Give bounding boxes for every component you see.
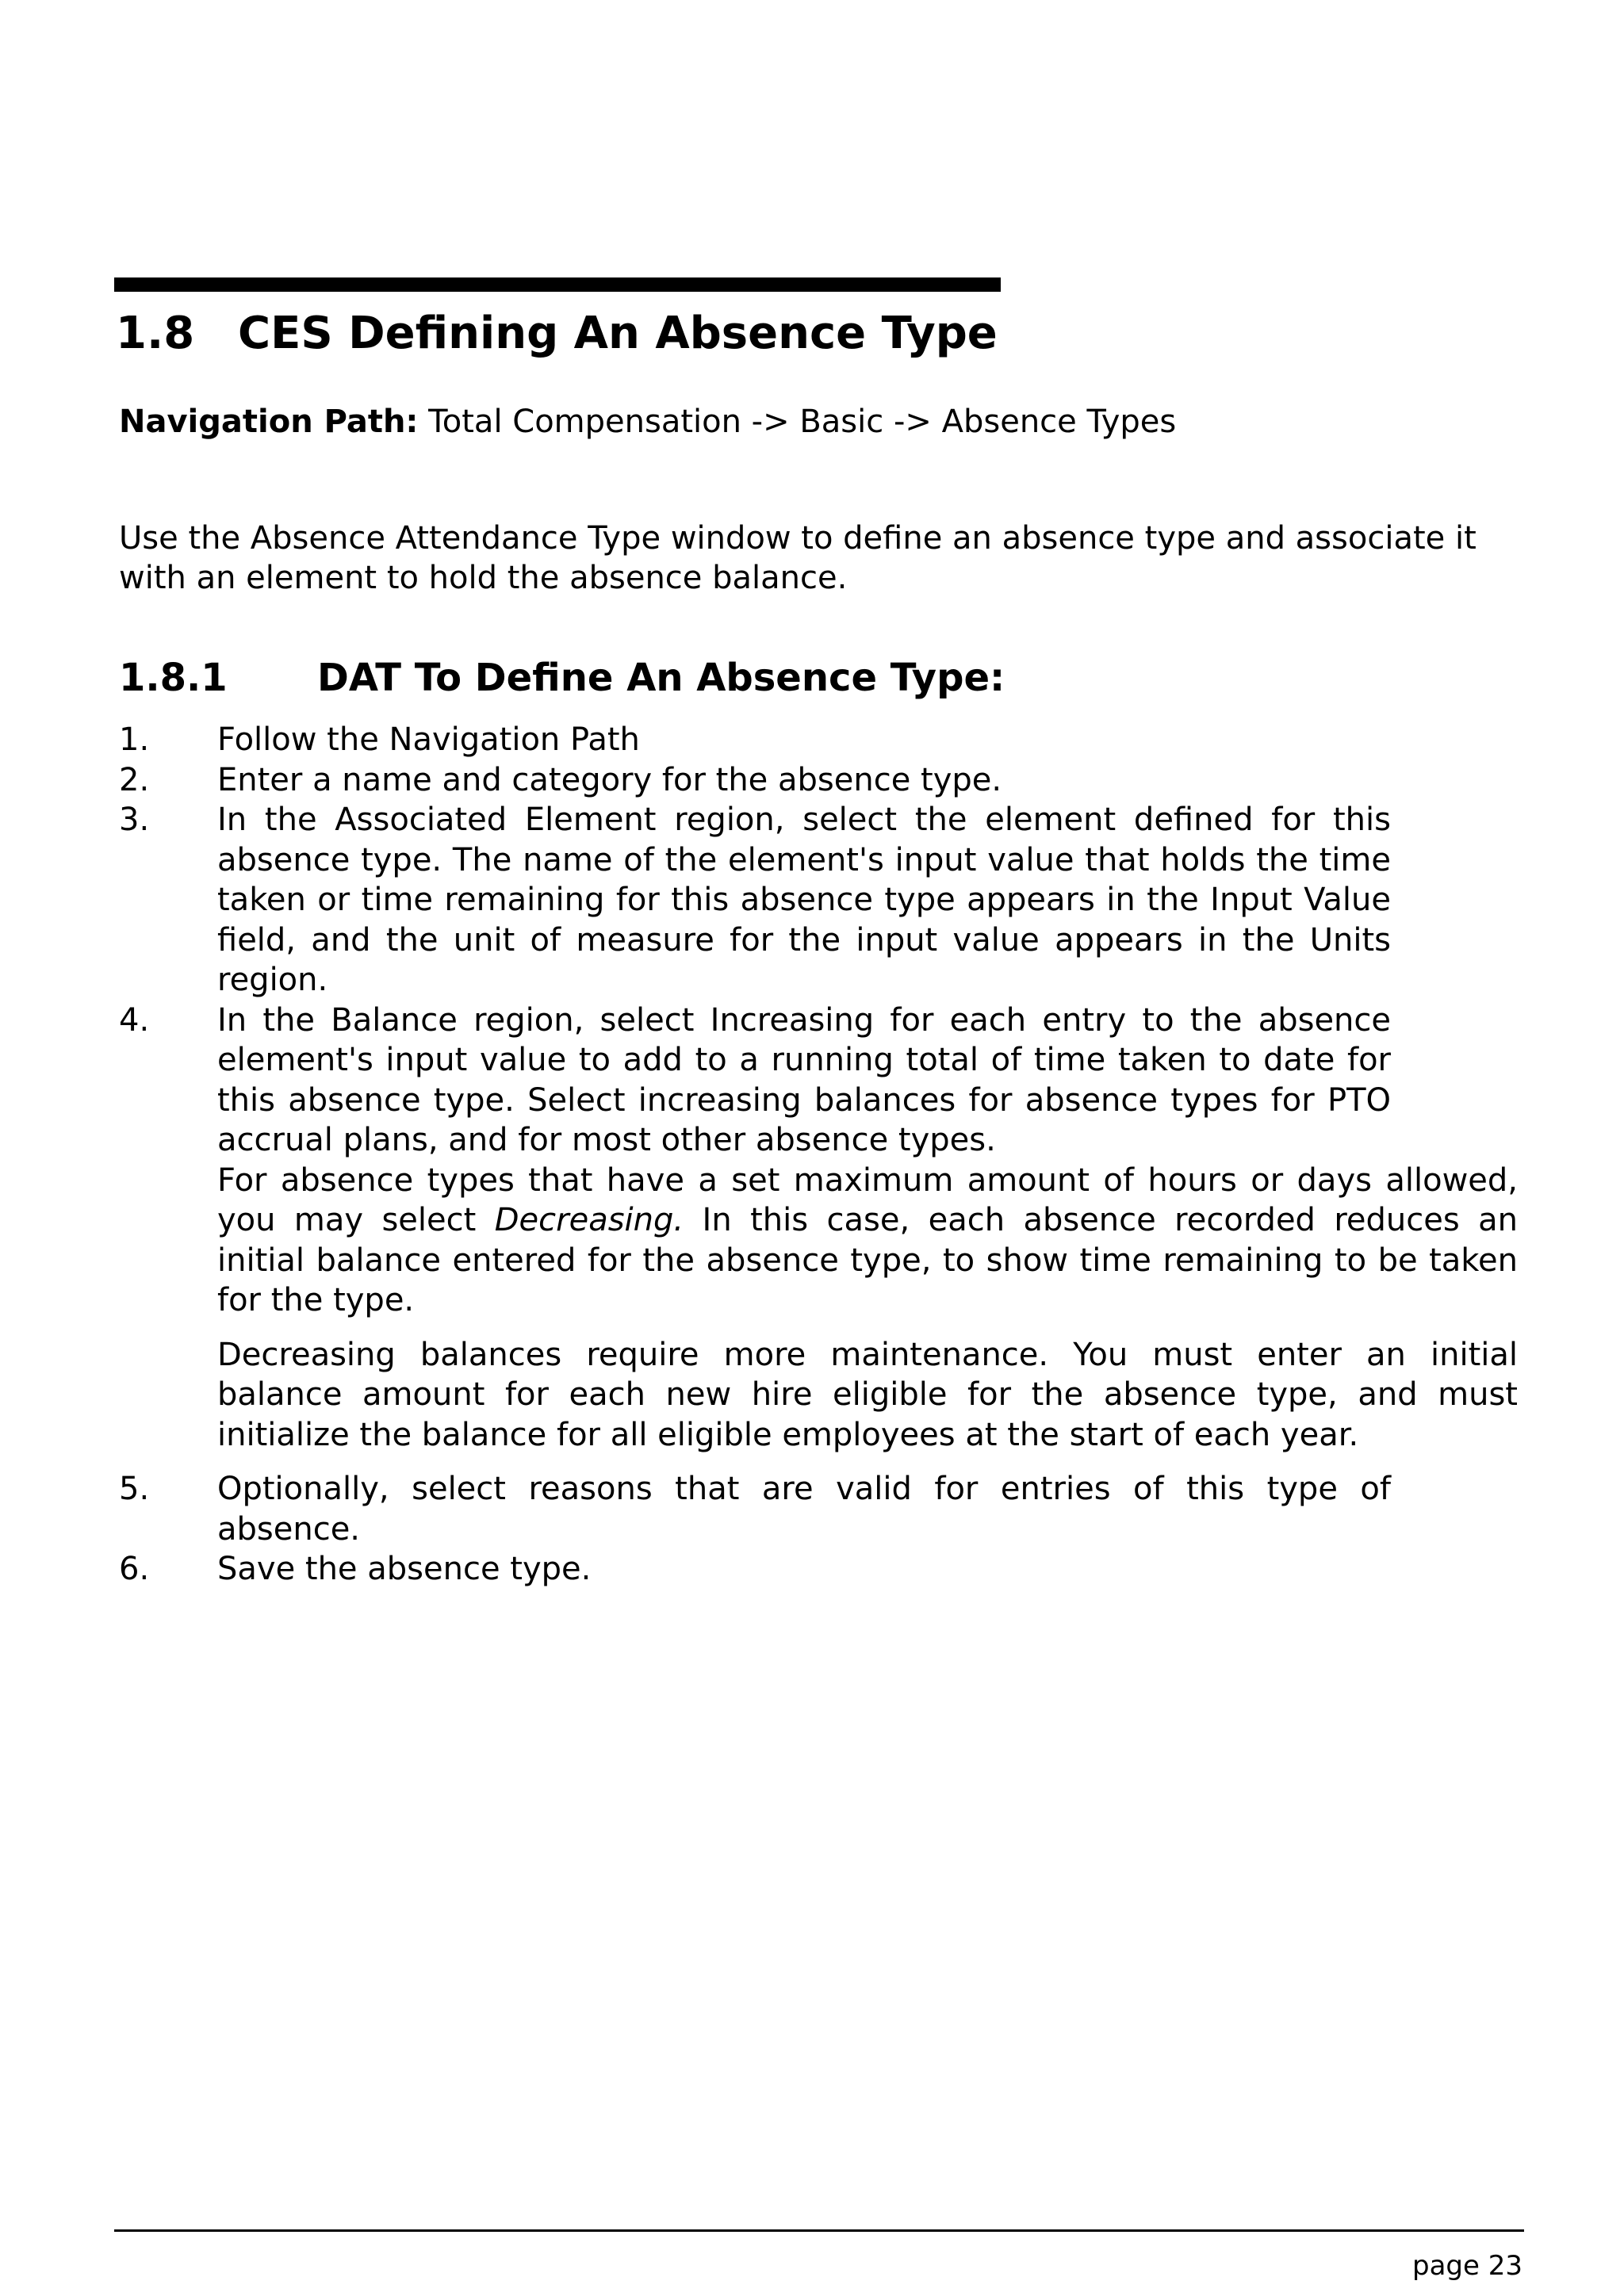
step-paragraph xyxy=(217,1161,1518,1321)
navigation-path xyxy=(119,401,1176,442)
section-number: 1.8 xyxy=(116,308,195,359)
step-paragraph-text: For absence types that have a set maximum amount of hours or days allowed, you may select xyxy=(217,1161,1518,1238)
navigation-path-value: Total Compensation -> Basic -> Absence Types xyxy=(418,404,1177,440)
list-item xyxy=(119,1469,1516,1549)
intro-paragraph: Use the Absence Attendance Type window to define an absence type and associate it with an element to hold the absence balance. xyxy=(119,520,1477,596)
subsection-title-text: DAT To Define An Absence Type: xyxy=(317,656,1005,700)
section-top-rule xyxy=(114,277,1001,292)
subsection-number: 1.8.1 xyxy=(119,656,228,700)
section-title xyxy=(116,306,998,362)
step-paragraph-text: In this case, each absence recorded reduces an initial balance entered for the absence type, to show time remaining to be taken for the type. xyxy=(217,1202,1518,1318)
footer-rule xyxy=(114,2229,1524,2232)
step-number: 5. xyxy=(119,1471,150,1507)
step-text: Optionally, select reasons that are valid for entries of this type of absence. xyxy=(217,1471,1391,1548)
step-number: 1. xyxy=(119,721,150,758)
section-title-text: CES Defining An Absence Type xyxy=(238,308,998,359)
step-text: Follow the Navigation Path xyxy=(217,721,640,758)
list-item xyxy=(119,760,1516,801)
step-text: Save the absence type. xyxy=(217,1551,592,1587)
list-item xyxy=(119,800,1516,1001)
list-item xyxy=(119,1001,1516,1456)
emphasis-decreasing: Decreasing. xyxy=(494,1202,684,1238)
step-number: 4. xyxy=(119,1001,150,1039)
navigation-path-label: Navigation Path: xyxy=(119,404,419,440)
steps-list xyxy=(119,720,1516,1590)
list-item xyxy=(119,720,1516,760)
step-number: 2. xyxy=(119,761,150,798)
step-paragraph: Decreasing balances require more maintenance. You must enter an initial balance amount for each new hire eligible for the absence type, and must initialize the balance for all eligible employees at the start of each year. xyxy=(217,1336,1518,1453)
step-text: In the Balance region, select Increasing for each entry to the absence element's input value to add to a running total of time taken to date for this absence type. Select increasing balances for absence types for PTO accrual plans, and for most other absence types. xyxy=(217,1001,1391,1158)
step-number: 6. xyxy=(119,1551,150,1587)
page-number: page 23 xyxy=(1412,2250,1522,2282)
subsection-title xyxy=(119,653,1005,702)
step-number: 3. xyxy=(119,802,150,838)
step-text: In the Associated Element region, select the element defined for this absence type. The name of the element's input value that holds the time taken or time remaining for this absence type appears in the Input Value field, and the unit of measure for the input value appears in the Units region. xyxy=(217,802,1391,998)
list-item xyxy=(119,1549,1516,1590)
step-text: Enter a name and category for the absence type. xyxy=(217,761,1002,798)
